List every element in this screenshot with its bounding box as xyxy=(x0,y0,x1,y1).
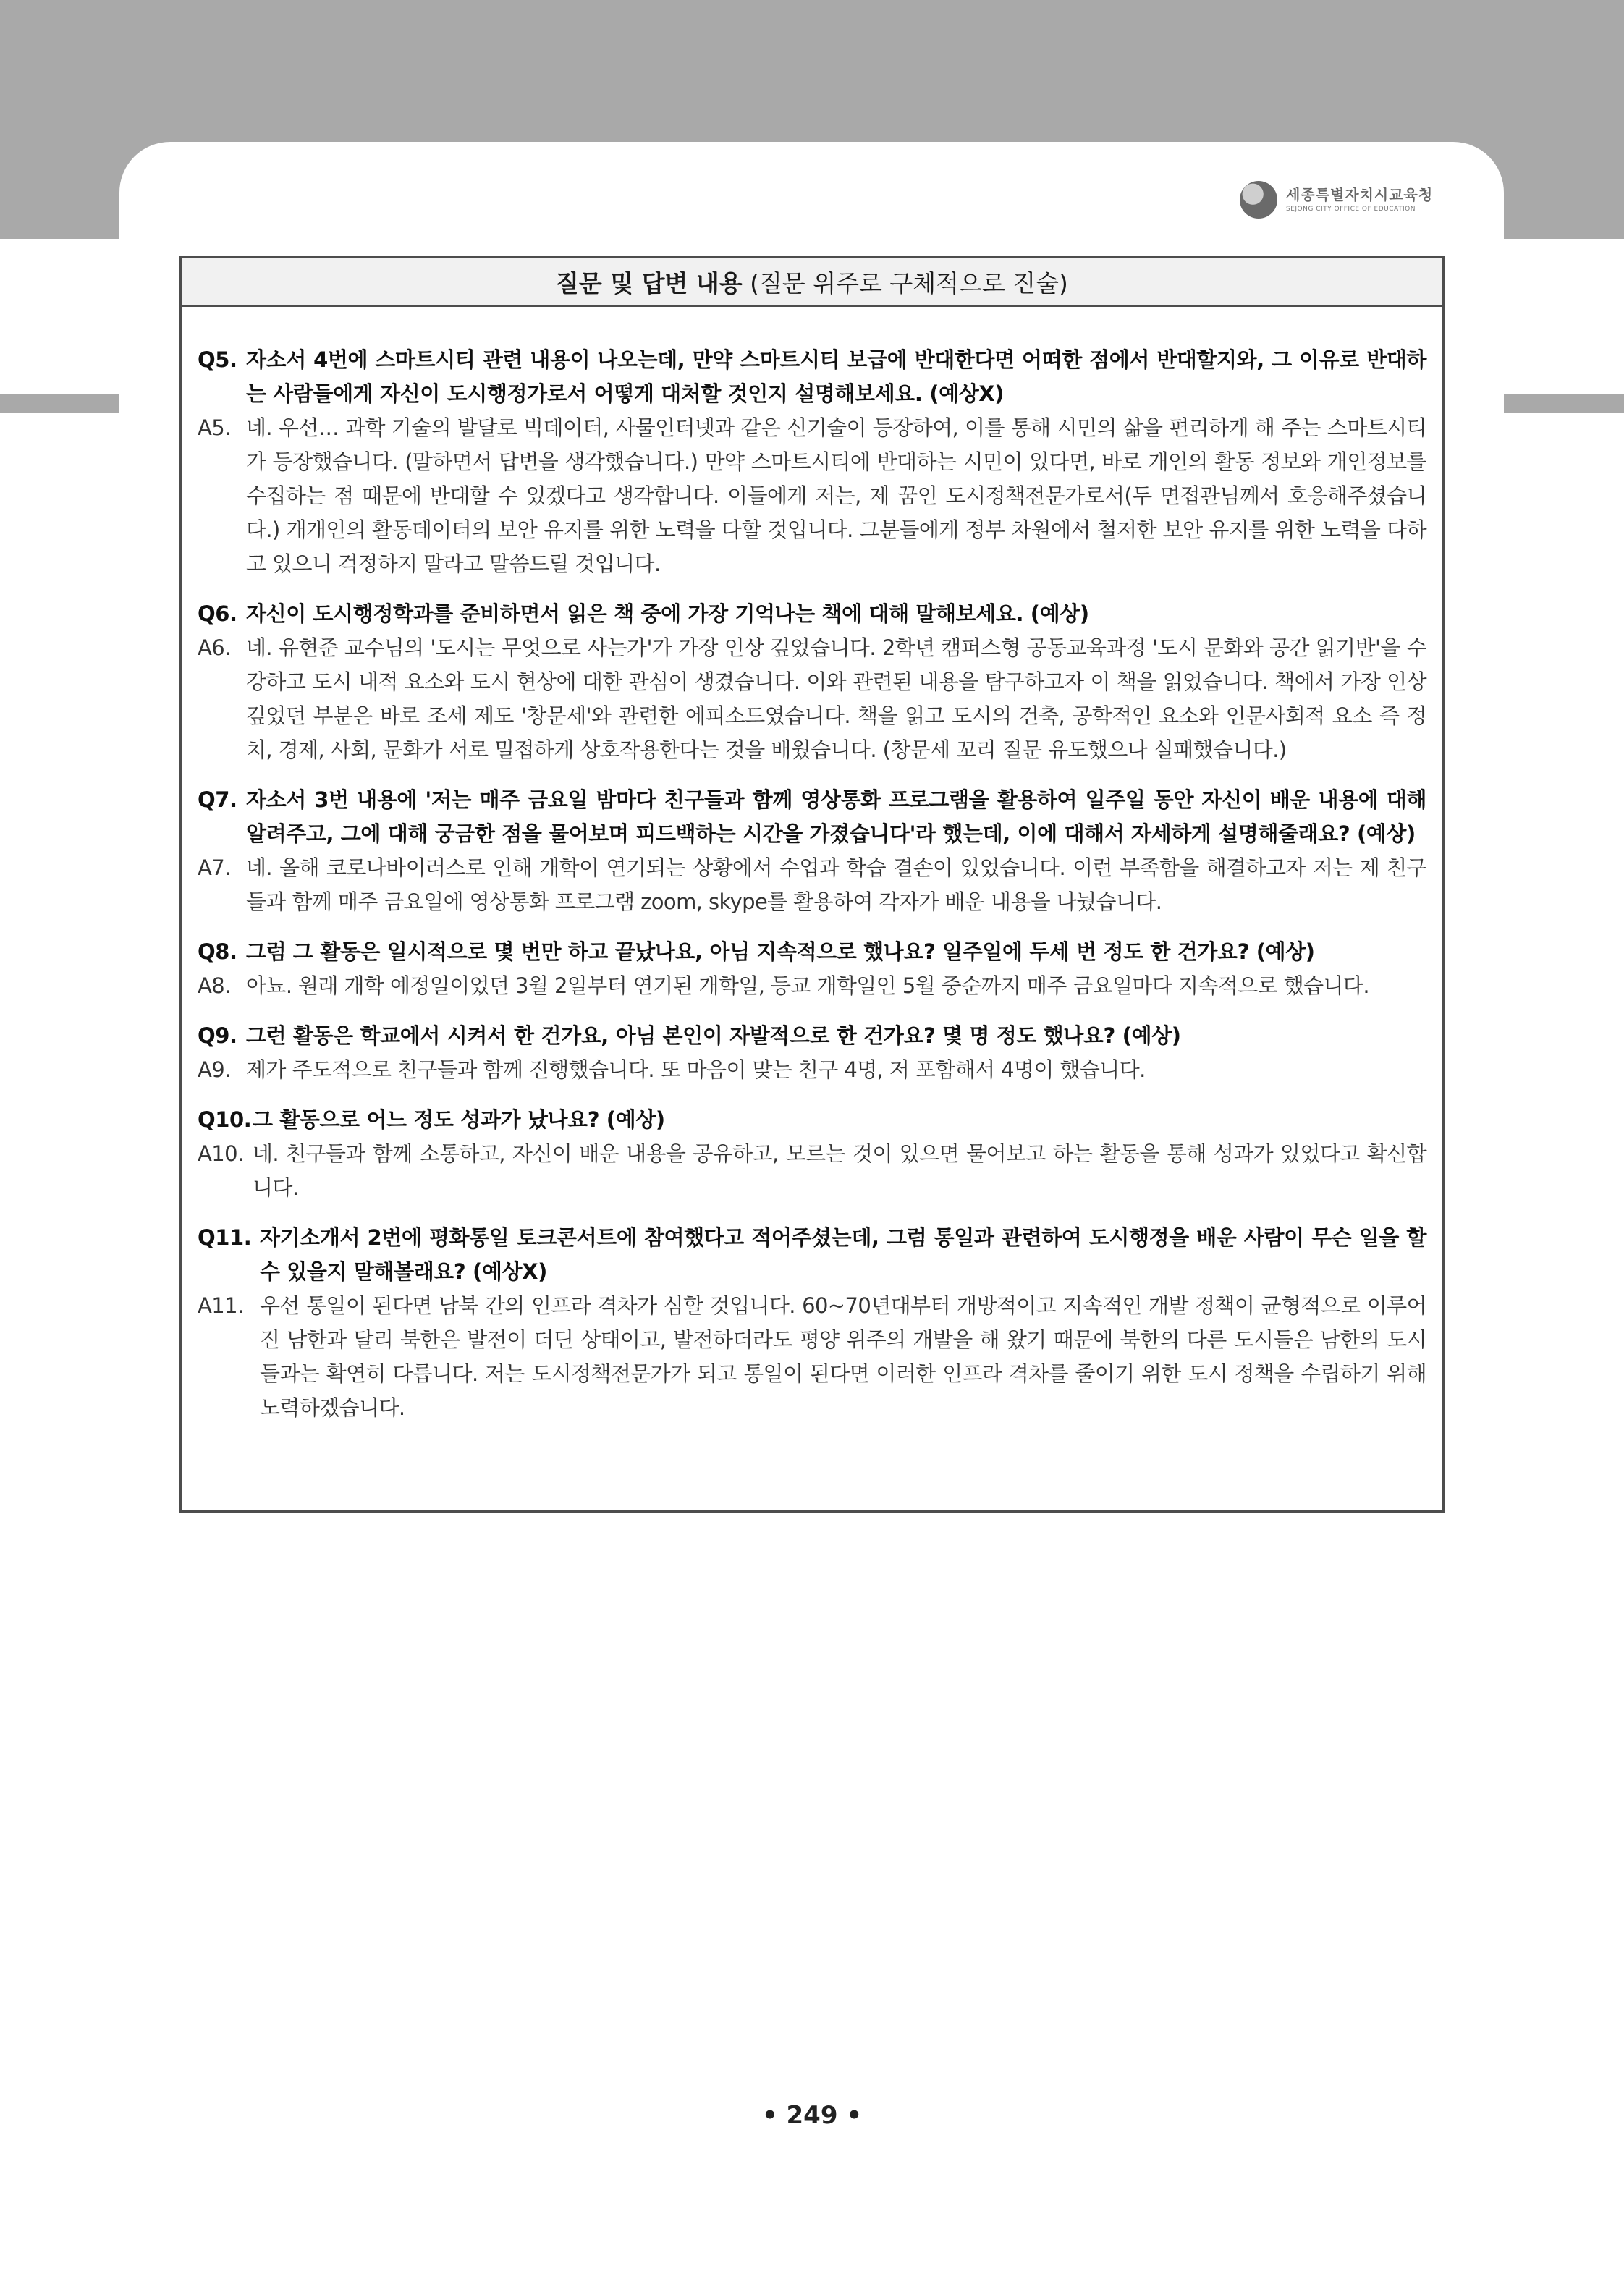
question xyxy=(198,1221,1426,1289)
left-gray-strip xyxy=(0,394,119,413)
qa-box xyxy=(179,256,1445,1513)
answer-text: 네. 친구들과 함께 소통하고, 자신이 배운 내용을 공유하고, 모르는 것이 있으면 물어보고 하는 활동을 통해 성과가 있었다고 확신합니다. xyxy=(253,1141,1426,1200)
question-text: 자소서 4번에 스마트시티 관련 내용이 나오는데, 만약 스마트시티 보급에 반대한다면 어떠한 점에서 반대할지와, 그 이유로 반대하는 사람들에게 자신이 도시행정가로서 어떻게 대처할 것인지 설명해보세요. (예상X) xyxy=(246,347,1426,406)
qa-box-title: 질문 및 답변 내용 xyxy=(556,269,743,297)
answer xyxy=(198,1053,1426,1087)
logo-emblem-icon xyxy=(1240,181,1277,219)
answer-text: 제가 주도적으로 친구들과 함께 진행했습니다. 또 마음이 맞는 친구 4명, 저 포함해서 4명이 했습니다. xyxy=(246,1057,1146,1082)
answer xyxy=(198,851,1426,919)
question-number: Q10. xyxy=(198,1107,252,1132)
page-number: • 249 • xyxy=(761,2101,863,2130)
question-text: 그런 활동은 학교에서 시켜서 한 건가요, 아님 본인이 자발적으로 한 건가요? 몇 명 정도 했나요? (예상) xyxy=(246,1023,1181,1048)
answer-text: 우선 통일이 된다면 남북 간의 인프라 격차가 심할 것입니다. 60~70년대부터 개방적이고 지속적인 개발 정책이 균형적으로 이루어진 남한과 달리 북한은 발전이 더딘 상태이고, 발전하더라도 평양 위주의 개발을 해 왔기 때문에 북한의 다른 도시들은 남한의 도시들과는 확연히 다릅니다. 저는 도시정책전문가가 되고 통일이 된다면 이러한 인프라 격차를 줄이기 위한 도시 정책을 수립하기 위해 노력하겠습니다. xyxy=(260,1293,1426,1420)
qa-item xyxy=(198,1221,1426,1425)
answer-number: A5. xyxy=(198,415,231,440)
qa-item xyxy=(198,1019,1426,1087)
answer-number: A10. xyxy=(198,1141,244,1166)
qa-item xyxy=(198,1103,1426,1205)
qa-box-header xyxy=(182,258,1442,307)
qa-item xyxy=(198,935,1426,1003)
question xyxy=(198,1019,1426,1053)
question-number: Q7. xyxy=(198,787,237,812)
answer-number: A8. xyxy=(198,973,231,998)
question xyxy=(198,783,1426,851)
answer-text: 네. 올해 코로나바이러스로 인해 개학이 연기되는 상황에서 수업과 학습 결손이 있었습니다. 이런 부족함을 해결하고자 저는 제 친구들과 함께 매주 금요일에 영상통화 프로그램 zoom, skype를 활용하여 각자가 배운 내용을 나눴습니다. xyxy=(246,855,1426,914)
answer-number: A6. xyxy=(198,635,231,660)
answer-number: A9. xyxy=(198,1057,231,1082)
answer xyxy=(198,631,1426,767)
answer-text: 네. 유현준 교수님의 '도시는 무엇으로 사는가'가 가장 인상 깊었습니다. 2학년 캠퍼스형 공동교육과정 '도시 문화와 공간 읽기반'을 수강하고 도시 내적 요소와 도시 현상에 대한 관심이 생겼습니다. 이와 관련된 내용을 탐구하고자 이 책을 읽었습니다. 책에서 가장 인상 깊었던 부분은 바로 조세 제도 '창문세'와 관련한 에피소드였습니다. 책을 읽고 도시의 건축, 공학적인 요소와 인문사회적 요소 즉 정치, 경제, 사회, 문화가 서로 밀접하게 상호작용한다는 것을 배웠습니다. (창문세 꼬리 질문 유도했으나 실패했습니다.) xyxy=(246,635,1426,762)
qa-item xyxy=(198,597,1426,767)
answer xyxy=(198,1137,1426,1205)
question xyxy=(198,1103,1426,1137)
answer-number: A11. xyxy=(198,1293,244,1318)
question-number: Q6. xyxy=(198,601,237,626)
question-text: 그 활동으로 어느 정도 성과가 났나요? (예상) xyxy=(253,1107,665,1132)
answer-text: 아뇨. 원래 개학 예정일이었던 3월 2일부터 연기된 개학일, 등교 개학일인 5월 중순까지 매주 금요일마다 지속적으로 했습니다. xyxy=(246,973,1369,998)
logo-name: 세종특별자치시교육청 xyxy=(1286,185,1434,203)
right-gray-strip xyxy=(1504,394,1624,413)
question-number: Q9. xyxy=(198,1023,237,1048)
question-number: Q8. xyxy=(198,939,237,964)
question-number: Q5. xyxy=(198,347,237,372)
question-text: 자소서 3번 내용에 '저는 매주 금요일 밤마다 친구들과 함께 영상통화 프로그램을 활용하여 일주일 동안 자신이 배운 내용에 대해 알려주고, 그에 대해 궁금한 점을 물어보며 피드백하는 시간을 가졌습니다'라 했는데, 이에 대해서 자세하게 설명해줄래요? (예상) xyxy=(246,787,1426,846)
qa-item xyxy=(198,783,1426,919)
qa-box-subtitle: (질문 위주로 구체적으로 진술) xyxy=(750,269,1068,297)
question xyxy=(198,597,1426,631)
answer xyxy=(198,411,1426,581)
question-text: 자기소개서 2번에 평화통일 토크콘서트에 참여했다고 적어주셨는데, 그럼 통일과 관련하여 도시행정을 배운 사람이 무슨 일을 할 수 있을지 말해볼래요? (예상X) xyxy=(260,1225,1426,1284)
question-text: 그럼 그 활동은 일시적으로 몇 번만 하고 끝났나요, 아님 지속적으로 했나요? 일주일에 두세 번 정도 한 건가요? (예상) xyxy=(246,939,1315,964)
answer-number: A7. xyxy=(198,855,231,880)
answer xyxy=(198,969,1426,1003)
qa-item xyxy=(198,343,1426,581)
question-number: Q11. xyxy=(198,1225,252,1250)
logo-subtitle: SEJONG CITY OFFICE OF EDUCATION xyxy=(1286,205,1416,213)
question xyxy=(198,343,1426,411)
question xyxy=(198,935,1426,969)
answer-text: 네. 우선… 과학 기술의 발달로 빅데이터, 사물인터넷과 같은 신기술이 등장하여, 이를 통해 시민의 삶을 편리하게 해 주는 스마트시티가 등장했습니다. (말하면서 답변을 생각했습니다.) 만약 스마트시티에 반대하는 시민이 있다면, 바로 개인의 활동 정보와 개인정보를 수집하는 점 때문에 반대할 수 있겠다고 생각합니다. 이들에게 저는, 제 꿈인 도시정책전문가로서(두 면접관님께서 호응해주셨습니다.) 개개인의 활동데이터의 보안 유지를 위한 노력을 다할 것입니다. 그분들에게 정부 차원에서 철저한 보안 유지를 위한 노력을 다하고 있으니 걱정하지 말라고 말씀드릴 것입니다. xyxy=(246,415,1426,576)
question-text: 자신이 도시행정학과를 준비하면서 읽은 책 중에 가장 기억나는 책에 대해 말해보세요. (예상) xyxy=(246,601,1089,626)
logo xyxy=(1240,179,1471,220)
qa-list xyxy=(182,307,1442,1425)
answer xyxy=(198,1289,1426,1425)
